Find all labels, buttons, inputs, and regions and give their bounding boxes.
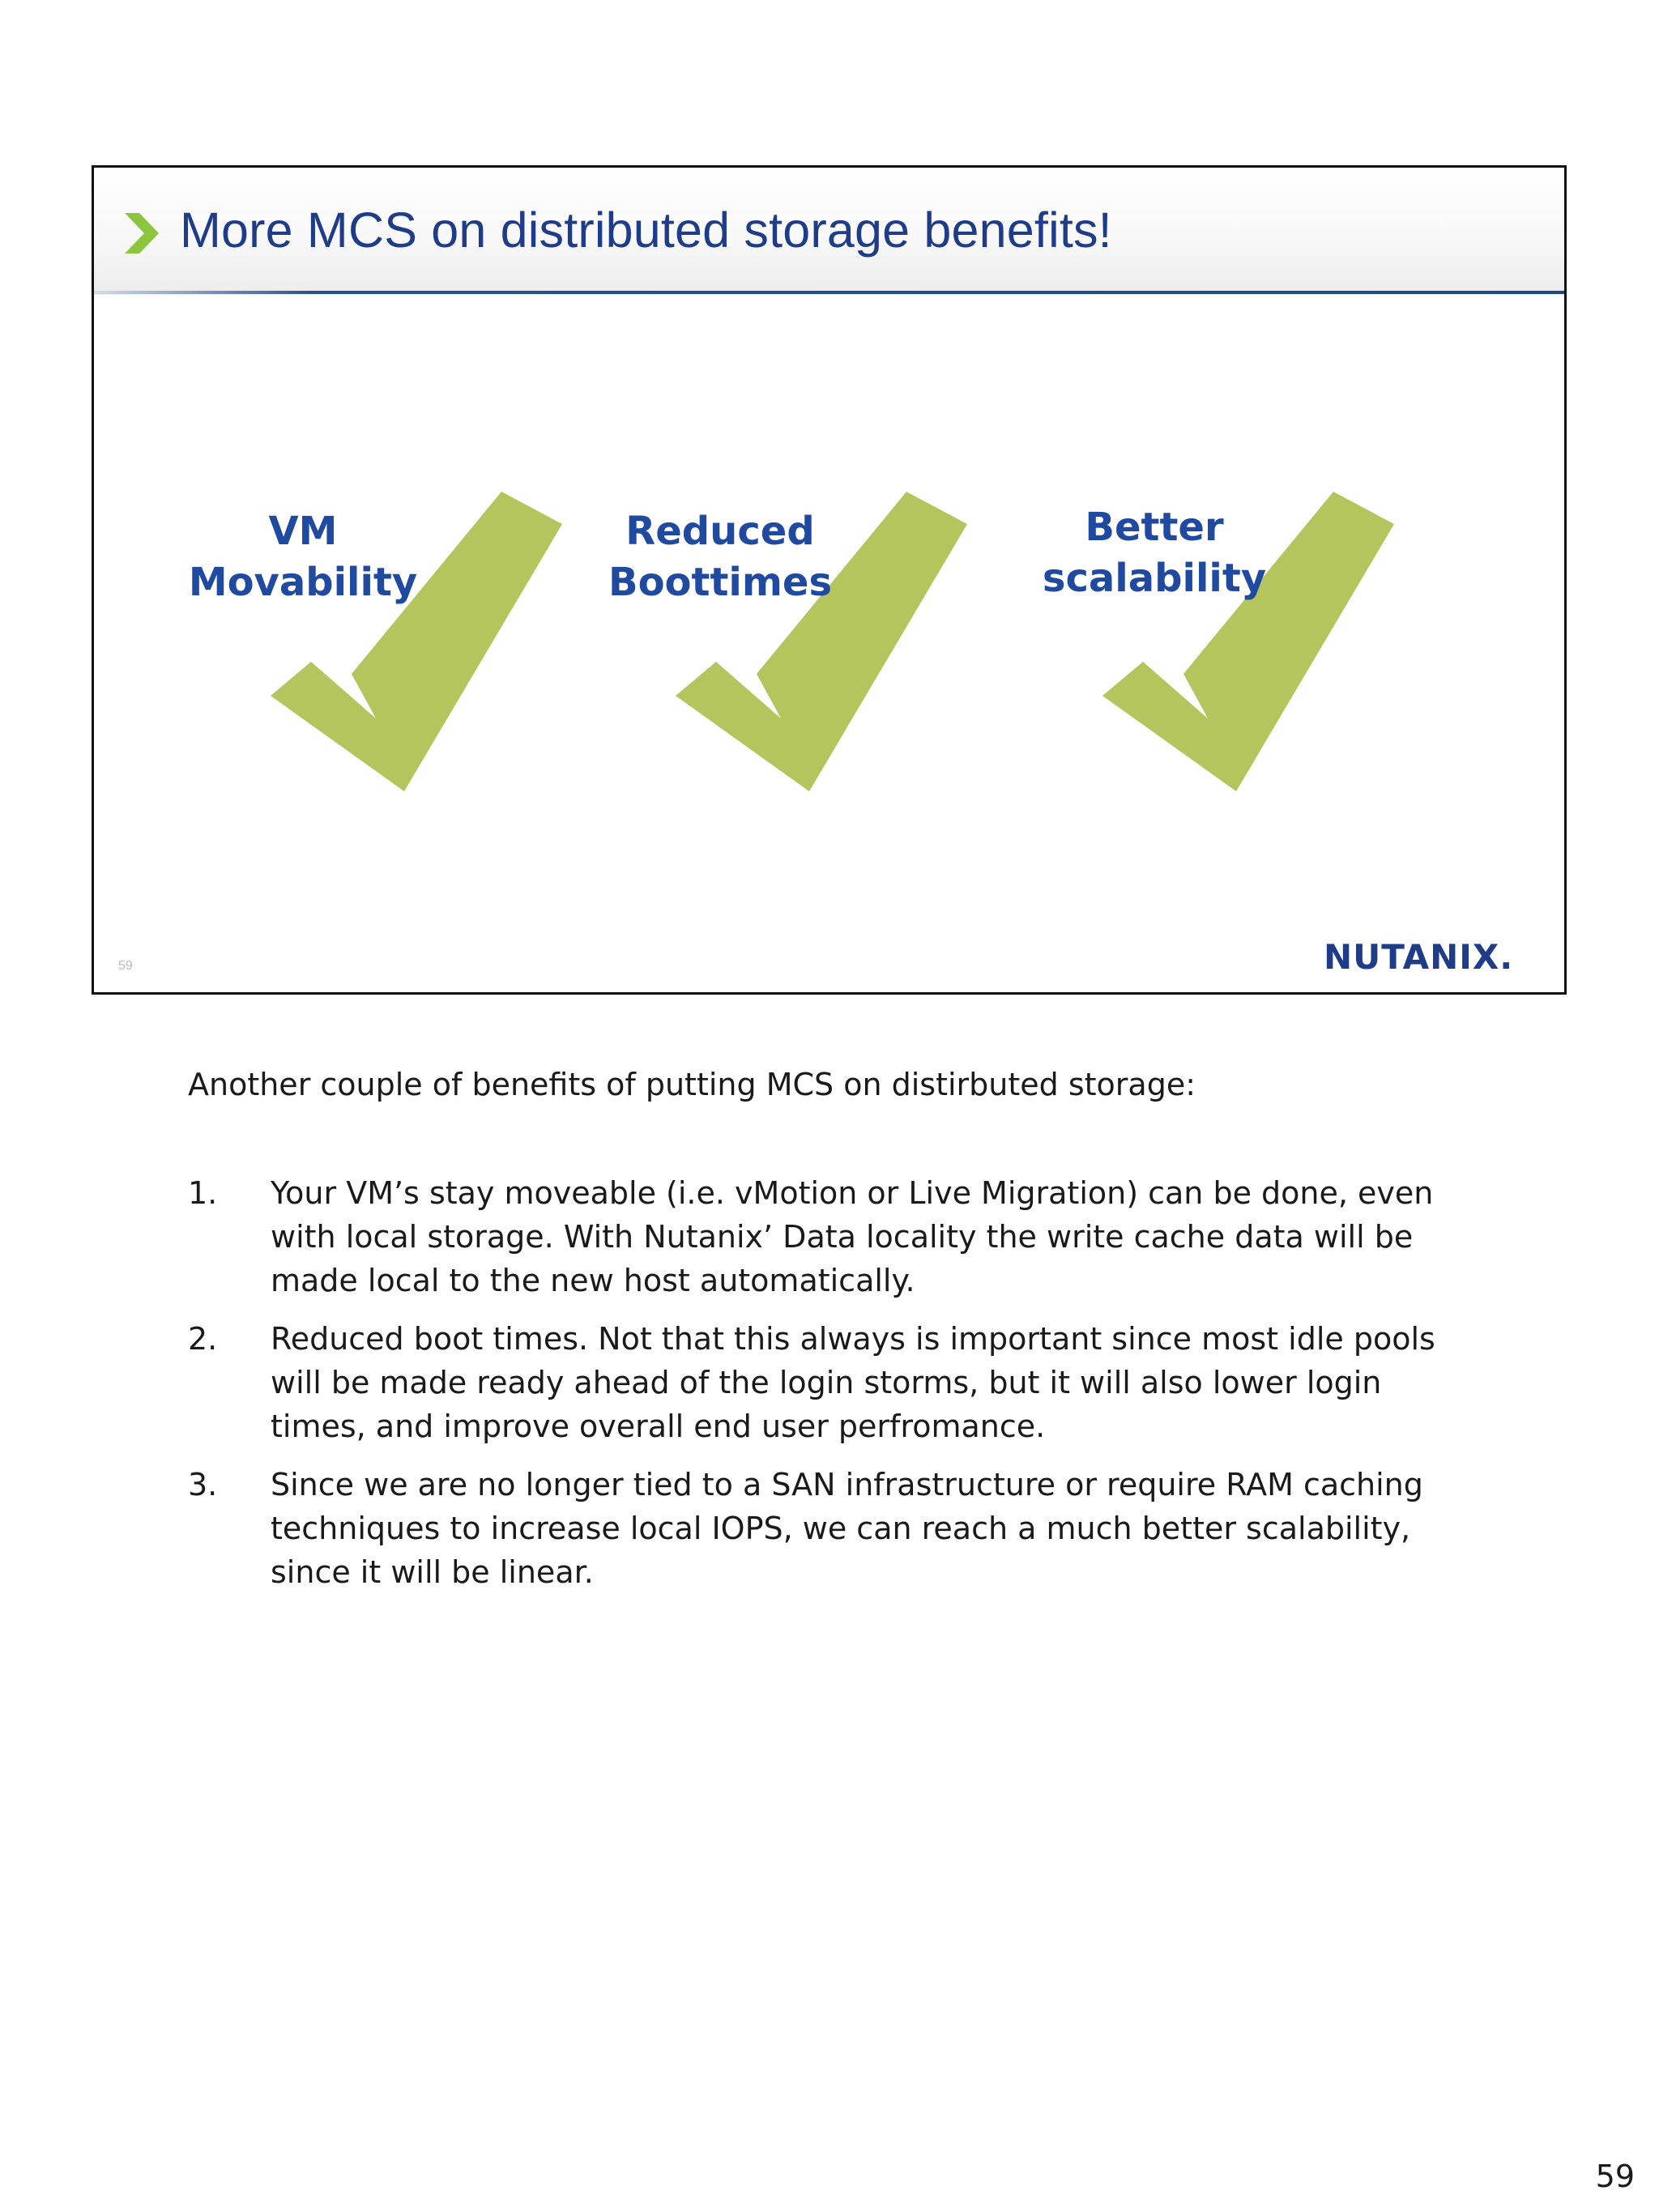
benefit-label bbox=[558, 506, 882, 608]
benefit-label-line1: Reduced bbox=[625, 509, 815, 554]
notes-list bbox=[188, 1171, 1516, 1594]
speaker-notes bbox=[188, 1063, 1516, 1609]
page-number: 59 bbox=[1595, 2159, 1635, 2194]
slide-thumbnail bbox=[92, 165, 1567, 995]
list-item-number: 3. bbox=[188, 1467, 218, 1502]
slide-title: More MCS on distributed storage benefits! bbox=[180, 202, 1112, 258]
list-item bbox=[188, 1317, 1452, 1448]
benefit-label bbox=[141, 506, 465, 608]
benefit-label-line2: scalability bbox=[1042, 556, 1267, 601]
benefit-label-line2: Movability bbox=[188, 560, 418, 605]
list-item-number: 1. bbox=[188, 1175, 218, 1211]
benefit-label-line2: Boottimes bbox=[608, 560, 833, 605]
list-item bbox=[188, 1463, 1452, 1594]
list-item-text: Your VM’s stay moveable (i.e. vMotion or Live Migration) can be done, even with local storage. With Nutanix’ Data locality the write cache data will be made local to the new host automatically. bbox=[271, 1175, 1434, 1298]
header-divider bbox=[94, 291, 1564, 294]
list-item-number: 2. bbox=[188, 1321, 218, 1357]
svg-text:NUTANIX.: NUTANIX. bbox=[1324, 937, 1514, 977]
list-item-text: Since we are no longer tied to a SAN infrastructure or require RAM caching techniques to increase local IOPS, we can reach a much better scalability, since it will be linear. bbox=[271, 1467, 1423, 1590]
benefit-label bbox=[992, 502, 1316, 604]
list-item-text: Reduced boot times. Not that this always is important since most idle pools will be made ready ahead of the login storms, but it will also lower login times, and improve overall end user perfromance. bbox=[271, 1321, 1435, 1444]
benefit-label-line1: Better bbox=[1085, 505, 1224, 550]
slide-header bbox=[94, 168, 1564, 295]
chevron-icon bbox=[122, 210, 162, 257]
slide-number-small: 59 bbox=[118, 959, 133, 973]
nutanix-logo bbox=[1324, 933, 1534, 982]
notes-intro: Another couple of benefits of putting MCS on distirbuted storage: bbox=[188, 1067, 1196, 1102]
list-item bbox=[188, 1171, 1452, 1302]
benefit-label-line1: VM bbox=[268, 509, 338, 554]
